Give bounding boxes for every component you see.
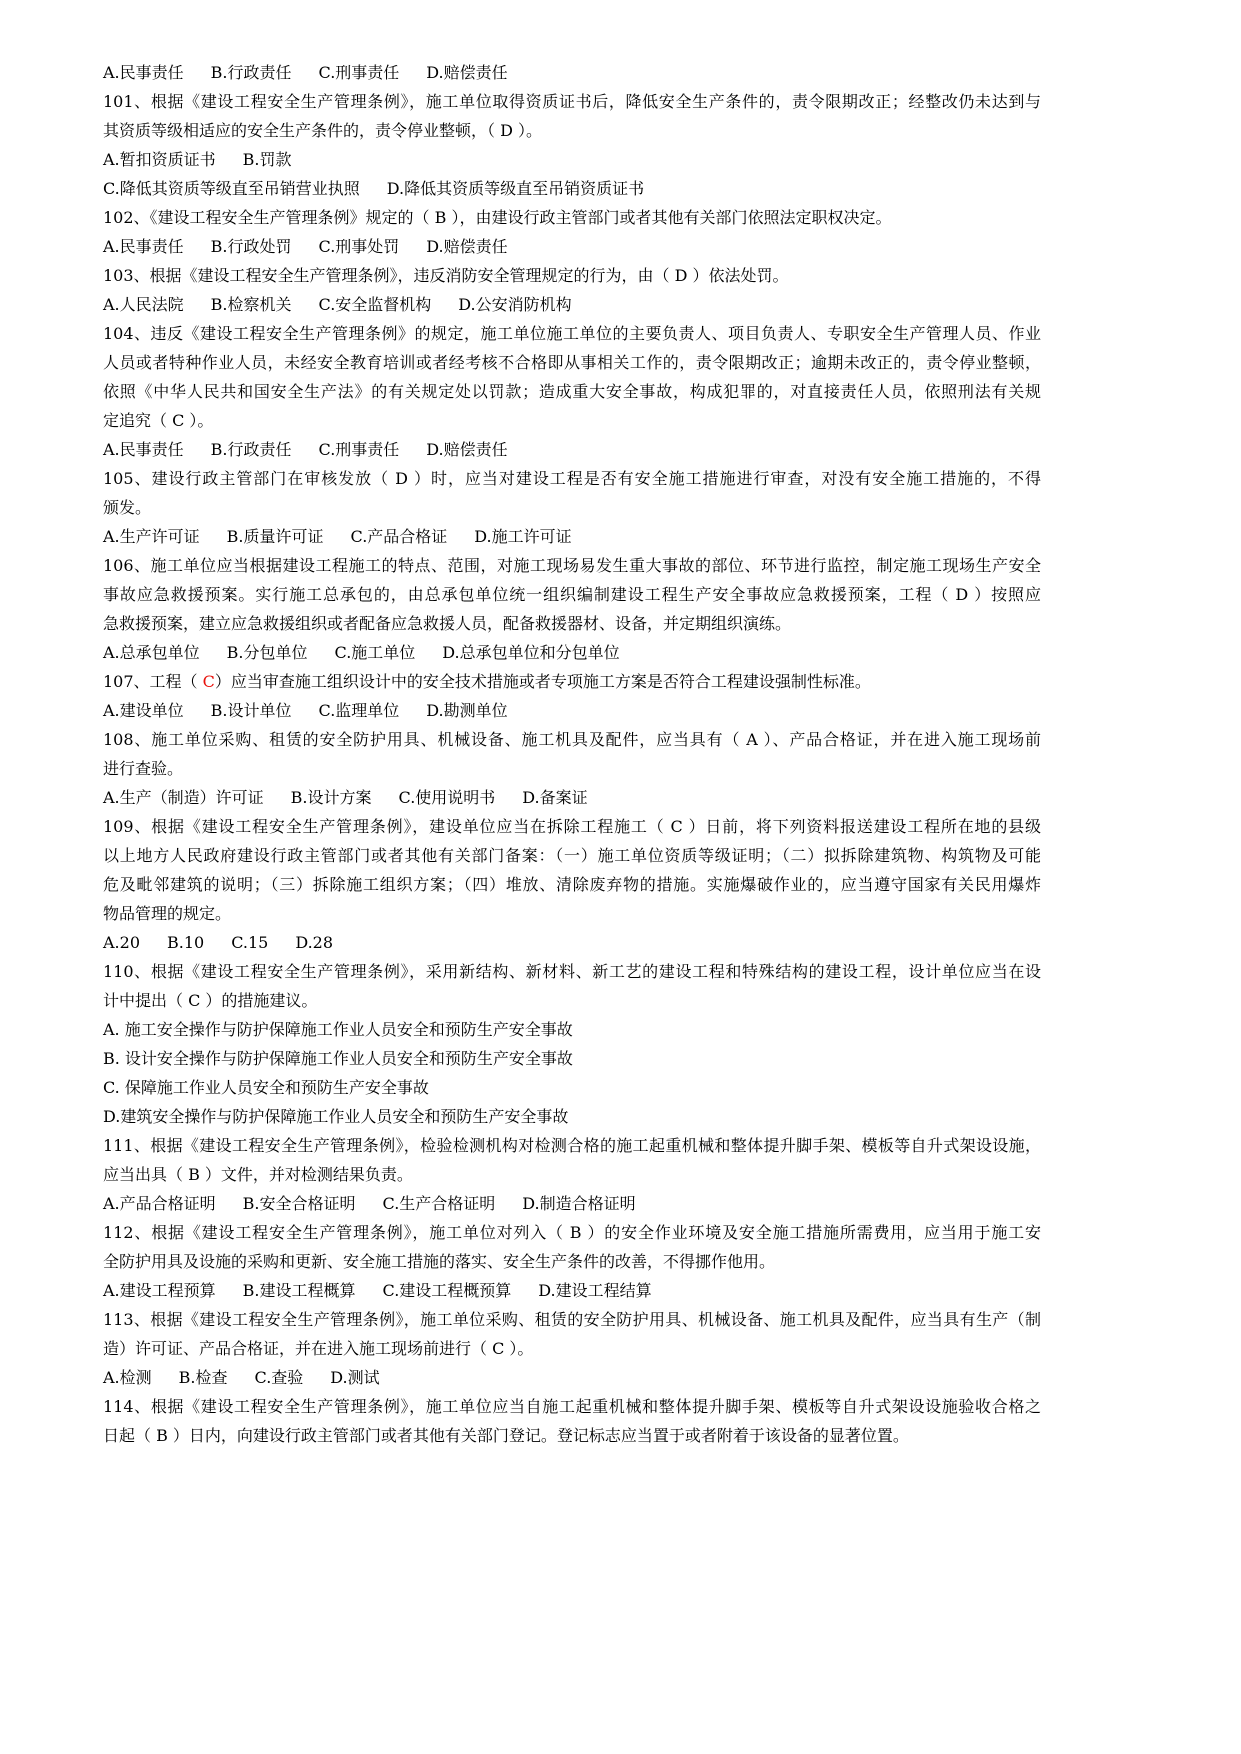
question-103	[103, 261, 1041, 319]
question-107	[103, 667, 1041, 725]
question-102	[103, 203, 1041, 261]
question-stem-line: 事故应急救援预案。实行施工总承包的，由总承包单位统一组织编制建设工程生产安全事故应急救援预案，工程（ D ）按照应	[103, 585, 1041, 604]
question-114	[103, 1392, 1041, 1450]
option-a: A.民事责任	[103, 237, 184, 256]
option-b: B.检察机关	[210, 295, 292, 314]
option-row	[103, 290, 1041, 319]
option-c: C.产品合格证	[350, 527, 448, 546]
option-a: A.建设工程预算	[103, 1281, 216, 1300]
question-stem-line	[103, 667, 1041, 696]
option-b: B.罚款	[242, 150, 292, 169]
question-stem-line: 110、根据《建设工程安全生产管理条例》，采用新结构、新材料、新工艺的建设工程和特殊结构的建设工程，设计单位应当在设	[103, 962, 1041, 981]
option-c: C.刑事责任	[318, 63, 400, 82]
option-a: A.民事责任	[103, 440, 184, 459]
option-row	[103, 638, 1041, 667]
option-a: A.暂扣资质证书	[103, 150, 216, 169]
question-stem-line: 105、建设行政主管部门在审核发放（ D ）时，应当对建设工程是否有安全施工措施进行审查，对没有安全施工措施的，不得	[103, 469, 1041, 488]
question-stem-line: 106、施工单位应当根据建设工程施工的特点、范围，对施工现场易发生重大事故的部位、环节进行监控，制定施工现场生产安全	[103, 556, 1041, 575]
question-stem-line: 113、根据《建设工程安全生产管理条例》，施工单位采购、租赁的安全防护用具、机械设备、施工机具及配件，应当具有生产（制	[103, 1310, 1041, 1329]
question-stem-line: 计中提出（ C ）的措施建议。	[103, 991, 318, 1010]
option-row	[103, 58, 1041, 87]
option-row	[103, 696, 1041, 725]
option-row	[103, 145, 1041, 174]
question-108	[103, 725, 1041, 812]
option-c: C.15	[231, 933, 269, 952]
option-a: A.总承包单位	[103, 643, 200, 662]
option-d: D.赔偿责任	[426, 440, 508, 459]
option-b: B.10	[167, 933, 205, 952]
question-stem-line: 应当出具（ B ）文件，并对检测结果负责。	[103, 1165, 413, 1184]
question-stem-line: 依照《中华人民共和国安全生产法》的有关规定处以罚款；造成重大安全事故，构成犯罪的，对直接责任人员，依照刑法有关规	[103, 382, 1041, 401]
option-b: B. 设计安全操作与防护保障施工作业人员安全和预防生产安全事故	[103, 1049, 573, 1068]
option-c: C.使用说明书	[398, 788, 496, 807]
option-d: D.制造合格证明	[522, 1194, 636, 1213]
option-row	[103, 232, 1041, 261]
question-stem-line: 急救援预案，建立应急救援组织或者配备应急救援人员，配备救援器材、设备，并定期组织演练。	[103, 614, 792, 633]
option-row	[103, 1363, 1041, 1392]
question-stem-line: 进行查验。	[103, 759, 184, 778]
question-stem-line: 其资质等级相适应的安全生产条件的，责令停业整顿，（ D ）。	[103, 121, 543, 140]
question-list	[103, 58, 1041, 1450]
option-c: C.生产合格证明	[382, 1194, 496, 1213]
option-a: A. 施工安全操作与防护保障施工作业人员安全和预防生产安全事故	[103, 1020, 573, 1039]
question-stem-line: 102、《建设工程安全生产管理条例》规定的（ B ），由建设行政主管部门或者其他有关部门依照法定职权决定。	[103, 208, 892, 227]
question-stem-line: 104、违反《建设工程安全生产管理条例》的规定，施工单位施工单位的主要负责人、项目负责人、专职安全生产管理人员、作业	[103, 324, 1041, 343]
option-d: D.建筑安全操作与防护保障施工作业人员安全和预防生产安全事故	[103, 1107, 569, 1126]
option-row	[103, 783, 1041, 812]
question-111	[103, 1131, 1041, 1218]
option-a: A.生产许可证	[103, 527, 200, 546]
option-b: B.行政责任	[210, 63, 292, 82]
option-b: B.设计方案	[290, 788, 372, 807]
question-stem-line: 全防护用具及设施的采购和更新、安全施工措施的落实、安全生产条件的改善，不得挪作他用。	[103, 1252, 776, 1271]
question-104	[103, 319, 1041, 464]
option-row	[103, 928, 1041, 957]
option-b: B.安全合格证明	[242, 1194, 356, 1213]
question-stem-line: 101、根据《建设工程安全生产管理条例》，施工单位取得资质证书后，降低安全生产条件的，责令限期改正；经整改仍未达到与	[103, 92, 1041, 111]
option-d: D.赔偿责任	[426, 237, 508, 256]
option-a: A.产品合格证明	[103, 1194, 216, 1213]
option-d: D.公安消防机构	[458, 295, 572, 314]
option-row	[103, 1276, 1041, 1305]
option-d: D.赔偿责任	[426, 63, 508, 82]
option-a: A.民事责任	[103, 63, 184, 82]
option-d: D.测试	[330, 1368, 380, 1387]
option-b: B.设计单位	[210, 701, 292, 720]
option-c: C.降低其资质等级直至吊销营业执照	[103, 179, 360, 198]
option-b: B.行政责任	[210, 440, 292, 459]
question-stem-line: 人员或者特种作业人员，未经安全教育培训或者经考核不合格即从事相关工作的，责令限期改正；逾期未改正的，责令停业整顿，	[103, 353, 1041, 372]
option-b: B.检查	[178, 1368, 228, 1387]
option-row	[103, 174, 1041, 203]
option-row	[103, 1102, 1041, 1131]
option-c: C.监理单位	[318, 701, 400, 720]
option-d: D.28	[295, 933, 334, 952]
option-d: D.备案证	[522, 788, 588, 807]
option-d: D.建设工程结算	[538, 1281, 652, 1300]
question-stem-line: 109、根据《建设工程安全生产管理条例》，建设单位应当在拆除工程施工（ C ）日前，将下列资料报送建设工程所在地的县级	[103, 817, 1041, 836]
option-c: C. 保障施工作业人员安全和预防生产安全事故	[103, 1078, 429, 1097]
question-101	[103, 87, 1041, 203]
option-b: B.质量许可证	[226, 527, 324, 546]
option-c: C.查验	[254, 1368, 304, 1387]
option-row	[103, 522, 1041, 551]
option-a: A.检测	[103, 1368, 152, 1387]
question-stem-line: 造）许可证、产品合格证，并在进入施工现场前进行（ C ）。	[103, 1339, 534, 1358]
stem-text: ）应当审查施工组织设计中的安全技术措施或者专项施工方案是否符合工程建设强制性标准。	[214, 672, 871, 691]
option-d: D.总承包单位和分包单位	[442, 643, 620, 662]
question-106	[103, 551, 1041, 667]
question-105	[103, 464, 1041, 551]
question-stem-line: 危及毗邻建筑的说明；（三）拆除施工组织方案；（四）堆放、清除废弃物的措施。实施爆破作业的，应当遵守国家有关民用爆炸	[103, 875, 1041, 894]
option-c: C.建设工程概预算	[382, 1281, 512, 1300]
option-d: D.勘测单位	[426, 701, 508, 720]
question-stem-line: 物品管理的规定。	[103, 904, 232, 923]
option-row	[103, 1189, 1041, 1218]
option-d: D.降低其资质等级直至吊销资质证书	[386, 179, 645, 198]
option-a: A.建设单位	[103, 701, 184, 720]
option-row	[103, 435, 1041, 464]
option-c: C.刑事责任	[318, 440, 400, 459]
option-row	[103, 1073, 1041, 1102]
option-row	[103, 1015, 1041, 1044]
question-stem-line: 颁发。	[103, 498, 152, 517]
question-112	[103, 1218, 1041, 1305]
option-c: C.施工单位	[334, 643, 416, 662]
question-110	[103, 957, 1041, 1131]
question-stem-line: 108、施工单位采购、租赁的安全防护用具、机械设备、施工机具及配件，应当具有（ A ）、产品合格证，并在进入施工现场前	[103, 730, 1041, 749]
stem-text: 107、工程（	[103, 672, 203, 691]
option-row	[103, 1044, 1041, 1073]
option-b: B.行政处罚	[210, 237, 292, 256]
question-stem-line: 定追究（ C ）。	[103, 411, 214, 430]
question-stem-line: 103、根据《建设工程安全生产管理条例》，违反消防安全管理规定的行为，由（ D ）依法处罚。	[103, 266, 789, 285]
option-b: B.建设工程概算	[242, 1281, 356, 1300]
question-109	[103, 812, 1041, 957]
option-a: A.生产（制造）许可证	[103, 788, 264, 807]
question-stem-line: 日起（ B ）日内，向建设行政主管部门或者其他有关部门登记。登记标志应当置于或者附着于该设备的显著位置。	[103, 1426, 909, 1445]
option-a: A.20	[103, 933, 140, 952]
question-stem-line: 以上地方人民政府建设行政主管部门或者其他有关部门备案：（一）施工单位资质等级证明；（二）拟拆除建筑物、构筑物及可能	[103, 846, 1041, 865]
answer-highlight: C	[202, 672, 215, 691]
option-a: A.人民法院	[103, 295, 184, 314]
question-stem-line: 112、根据《建设工程安全生产管理条例》，施工单位对列入（ B ）的安全作业环境及安全施工措施所需费用，应当用于施工安	[103, 1223, 1041, 1242]
option-c: C.安全监督机构	[318, 295, 432, 314]
option-b: B.分包单位	[226, 643, 308, 662]
question-stem-line: 114、根据《建设工程安全生产管理条例》，施工单位应当自施工起重机械和整体提升脚手架、模板等自升式架设设施验收合格之	[103, 1397, 1041, 1416]
question-113	[103, 1305, 1041, 1392]
option-c: C.刑事处罚	[318, 237, 400, 256]
option-d: D.施工许可证	[474, 527, 572, 546]
question-stem-line: 111、根据《建设工程安全生产管理条例》，检验检测机构对检测合格的施工起重机械和整体提升脚手架、模板等自升式架设设施，	[103, 1136, 1041, 1155]
